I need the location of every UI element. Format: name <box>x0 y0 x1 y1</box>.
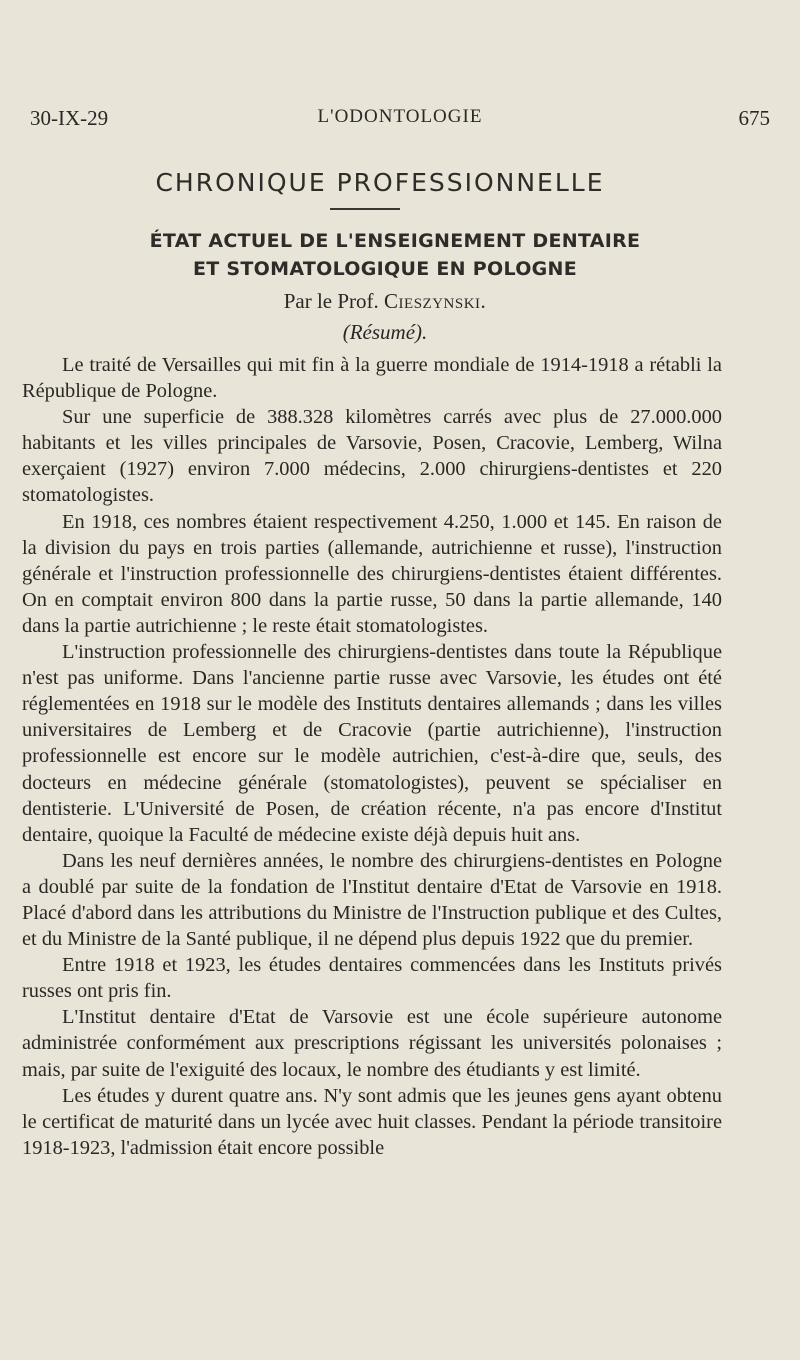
abstract-label: (Résumé). <box>342 320 428 344</box>
paragraph: L'Institut dentaire d'Etat de Varsovie est une école supérieure autonome administrée conformément aux prescriptions régissant les universités polonaises ; mais, par suite de l'exiguité des locaux, le nombre des étudiants y est limité. <box>22 1006 722 1081</box>
paragraph: En 1918, ces nombres étaient respectivement 4.250, 1.000 et 145. En raison de la division du pays en trois parties (allemande, autrichienne et russe), l'instruction générale et l'instruction professionnelle des chirurgiens-dentistes étaient différentes. On en comptait environ 800 dans la partie russe, 50 dans la partie allemande, 140 dans la partie autrichienne ; le reste était stomatologistes. <box>22 510 722 637</box>
paragraph: Le traité de Versailles qui mit fin à la guerre mondiale de 1914-1918 a rétabli la République de Pologne. <box>22 354 722 403</box>
article-title-line-1: ÉTAT ACTUEL DE L'ENSEIGNEMENT DENTAIRE <box>149 230 641 252</box>
journal-title: L'ODONTOLOGIE <box>317 106 483 127</box>
article-body <box>22 352 722 1161</box>
paragraph: L'instruction professionnelle des chirurgiens-dentistes dans toute la République n'est pas uniforme. Dans l'ancienne partie russe avec Varsovie, les études ont été réglementées en 1918 sur le modèle des Instituts dentaires allemands ; dans les villes universitaires de Lemberg et de Cracovie (partie autrichienne), l'instruction professionnelle est encore sur le modèle autrichien, c'est-à-dire que, seuls, des docteurs en médecine générale (stomatologistes), peuvent se spécialiser en dentisterie. L'Université de Posen, de création récente, n'a pas encore d'Institut dentaire, quoique la Faculté de médecine existe déjà depuis huit ans. <box>22 641 722 846</box>
article-title-line-2: ET STOMATOLOGIQUE EN POLOGNE <box>192 258 578 280</box>
paragraph: Les études y durent quatre ans. N'y sont admis que les jeunes gens ayant obtenu le certificat de maturité dans un lycée avec huit classes. Pendant la période transitoire 1918-1923, l'admission était encore possible <box>22 1084 722 1159</box>
author-prefix: Par le Prof. <box>283 289 379 313</box>
page-number: 675 <box>738 106 770 130</box>
paragraph: Sur une superficie de 388.328 kilomètres carrés avec plus de 27.000.000 habitants et les villes principales de Varsovie, Posen, Cracovie, Lemberg, Wilna exerçaient (1927) environ 7.000 médecins, 2.000 chirurgiens-dentistes et 220 stomatologistes. <box>22 406 722 507</box>
running-head <box>30 106 770 136</box>
paragraph: Dans les neuf dernières années, le nombre des chirurgiens-dentistes en Pologne a doublé par suite de la fondation de l'Institut dentaire d'Etat de Varsovie en 1918. Placé d'abord dans les attributions du Ministre de l'Instruction publique et des Cultes, et du Ministre de la Santé publique, il ne dépend plus depuis 1922 que du premier. <box>22 849 722 951</box>
title-rule <box>330 208 400 210</box>
paragraph: Entre 1918 et 1923, les études dentaires commencées dans les Instituts privés russes ont pris fin. <box>22 954 722 1003</box>
section-title: CHRONIQUE PROFESSIONNELLE <box>155 168 605 197</box>
author-name: Cieszynski. <box>384 289 487 313</box>
issue-date: 30-IX-29 <box>30 106 109 130</box>
author-line <box>0 289 770 314</box>
